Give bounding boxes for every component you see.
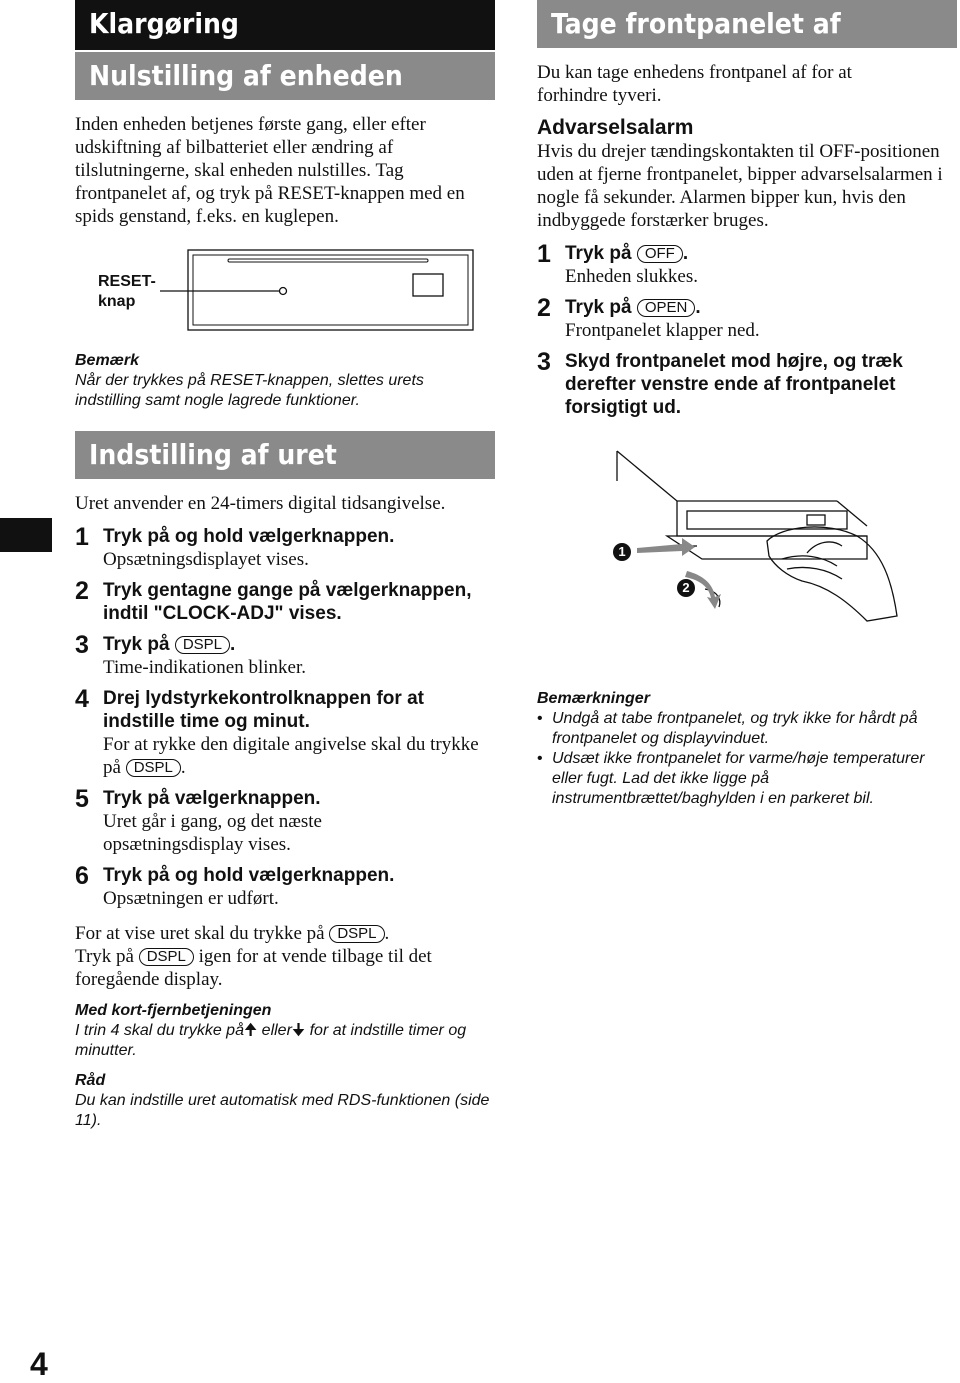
left-column <box>75 0 495 1131</box>
faceplate-intro: Du kan tage enhedens frontpanel af for at forhindre tyveri. <box>537 62 852 106</box>
dspl-button: DSPL <box>126 759 181 777</box>
off-button: OFF <box>637 245 683 263</box>
reset-note-text: Når der trykkes på RESET-knappen, slettes urets indstilling samt nogle lagrede funktioner. <box>75 372 424 409</box>
remote-heading: Med kort-fjernbetjeningen <box>75 1002 272 1019</box>
clock-heading: Indstilling af uret <box>75 431 495 479</box>
clock-step-6: 6 Tryk på og hold vælgerknappen. Opsætningen er udført. <box>75 862 395 909</box>
open-button: OPEN <box>637 299 696 317</box>
reset-button-label: RESET- knap <box>98 273 156 310</box>
alarm-heading: Advarselsalarm <box>537 116 694 139</box>
section-title: Klargøring <box>75 0 495 50</box>
page-number: 4 <box>30 1346 48 1382</box>
clock-step-2: 2 Tryk gentagne gange på vælgerknappen, indtil "CLOCK-ADJ" vises. <box>75 577 472 624</box>
clock-intro: Uret anvender en 24-timers digital tidsangivelse. <box>75 493 446 514</box>
faceplate-illustration <box>537 441 957 681</box>
reset-figure <box>75 246 495 351</box>
clock-after-text: For at vise uret skal du trykke på DSPL . Tryk på DSPL igen for at vende tilbage til det foregående display. <box>75 923 432 990</box>
arrow-down-icon: 🠋 <box>291 1022 306 1039</box>
right-column <box>537 0 957 809</box>
faceplate-step-3: 3 Skyd frontpanelet mod højre, og træk derefter venstre ende af frontpanelet forsigtigt ud. <box>537 348 903 418</box>
tip-heading: Råd <box>75 1072 106 1089</box>
reset-heading: Nulstilling af enheden <box>75 52 495 100</box>
notes-heading: Bemærkninger <box>537 690 650 707</box>
dspl-button: DSPL <box>139 948 194 966</box>
faceplate-step-1: 1 Tryk på OFF . Enheden slukkes. <box>537 240 698 287</box>
faceplate-heading: Tage frontpanelet af <box>537 0 957 48</box>
clock-step-4: 4 Drej lydstyrkekontrolknappen for at indstille time og minut. For at rykke den digitale angivelse skal du trykke på DSPL . <box>75 685 479 778</box>
callout-1-icon: 1 <box>613 543 631 561</box>
unit-front-drawing <box>75 246 495 346</box>
dspl-button: DSPL <box>329 925 384 943</box>
clock-step-5: 5 Tryk på vælgerknappen. Uret går i gang, og det næste opsætningsdisplay vises. <box>75 785 322 855</box>
section-tab-marker <box>0 518 52 552</box>
note-item: • Udsæt ikke frontpanelet for varme/høje temperaturer eller fugt. Lad det ikke ligge på instrumentbrættet/baghylden i en parkeret bil. <box>537 749 957 809</box>
arrow-up-icon: 🠉 <box>243 1022 258 1039</box>
callout-2-icon: 2 <box>677 579 695 597</box>
reset-note-heading: Bemærk <box>75 352 140 369</box>
dspl-button: DSPL <box>175 636 230 654</box>
reset-body: Inden enheden betjenes første gang, eller efter udskiftning af bilbatteriet eller ændring af tilslutningerne, skal enheden nulstilles. Tag frontpanelet af, og tryk på RESET-knappen med en spids genstand, f.eks. en kuglepen. <box>75 114 465 227</box>
remote-text: I trin 4 skal du trykke på🠉 eller🠋 for at indstille timer og minutter. <box>75 1022 467 1059</box>
clock-step-3: 3 Tryk på DSPL . Time-indikationen blinker. <box>75 631 307 678</box>
clock-step-1: 1 Tryk på og hold vælgerknappen. Opsætningsdisplayet vises. <box>75 523 395 570</box>
alarm-text: Hvis du drejer tændingskontakten til OFF-positionen uden at fjerne frontpanelet, bipper advarselsalarmen i nogle få sekunder. Alarmen bipper kun, hvis den indbyggede forstærker bruges. <box>537 141 943 231</box>
faceplate-removal-drawing <box>537 441 957 681</box>
tip-text: Du kan indstille uret automatisk med RDS-funktionen (side 11). <box>75 1092 490 1129</box>
faceplate-step-2: 2 Tryk på OPEN . Frontpanelet klapper ned. <box>537 294 760 341</box>
note-item: • Undgå at tabe frontpanelet, og tryk ikke for hårdt på frontpanelet og displayvinduet. <box>537 709 957 749</box>
